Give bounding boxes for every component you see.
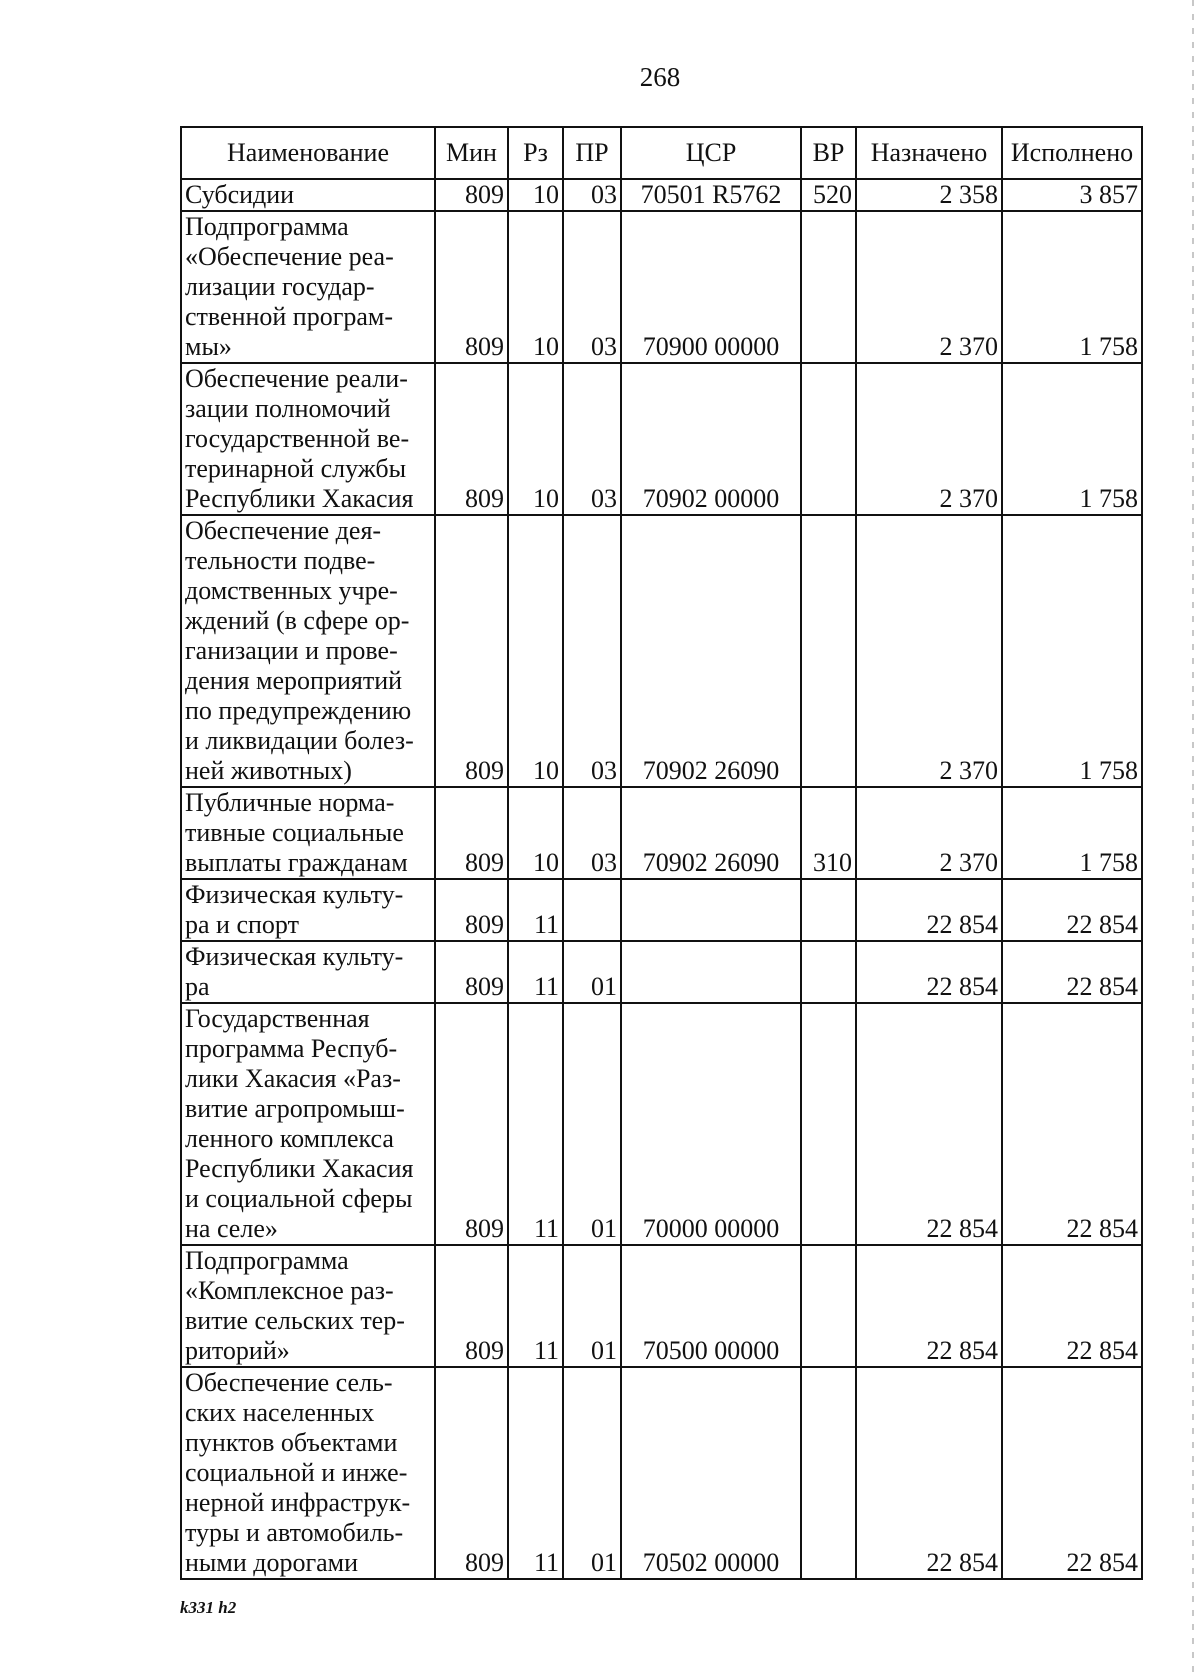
scan-edge-dotted-line — [1192, 0, 1194, 1680]
row-csr: 70500 00000 — [621, 1245, 801, 1367]
row-csr: 70000 00000 — [621, 1003, 801, 1245]
row-pr: 03 — [563, 211, 621, 363]
row-executed: 22 854 — [1002, 1003, 1142, 1245]
row-rz: 11 — [508, 941, 563, 1003]
row-name: Субсидии — [181, 179, 435, 211]
row-executed: 1 758 — [1002, 211, 1142, 363]
row-planned: 22 854 — [856, 1367, 1002, 1579]
row-csr: 70501 R5762 — [621, 179, 801, 211]
row-pr: 03 — [563, 515, 621, 787]
row-rz: 11 — [508, 1003, 563, 1245]
row-executed: 3 857 — [1002, 179, 1142, 211]
row-executed: 1 758 — [1002, 787, 1142, 879]
table-row — [181, 515, 1142, 787]
row-min: 809 — [435, 1367, 508, 1579]
table-row — [181, 879, 1142, 941]
row-rz: 10 — [508, 515, 563, 787]
table-row — [181, 1367, 1142, 1579]
row-executed: 22 854 — [1002, 1245, 1142, 1367]
header-name: Наименование — [181, 127, 435, 179]
row-rz: 10 — [508, 211, 563, 363]
table-row — [181, 363, 1142, 515]
row-min: 809 — [435, 879, 508, 941]
row-planned: 22 854 — [856, 879, 1002, 941]
row-vr — [801, 211, 856, 363]
row-min: 809 — [435, 1003, 508, 1245]
row-planned: 2 370 — [856, 363, 1002, 515]
row-planned: 22 854 — [856, 941, 1002, 1003]
row-csr: 70902 26090 — [621, 787, 801, 879]
row-csr: 70902 00000 — [621, 363, 801, 515]
row-pr: 03 — [563, 787, 621, 879]
row-min: 809 — [435, 787, 508, 879]
row-rz: 10 — [508, 179, 563, 211]
header-rz: Рз — [508, 127, 563, 179]
row-name: Государственная программа Респуб- лики Хакасия «Раз- витие агропромыш- ленного комплекса Республики Хакасия и социальной сферы на селе» — [181, 1003, 435, 1245]
row-rz: 10 — [508, 787, 563, 879]
row-vr — [801, 879, 856, 941]
header-vr: ВР — [801, 127, 856, 179]
row-name: Физическая культу- ра — [181, 941, 435, 1003]
row-vr — [801, 363, 856, 515]
row-name: Публичные норма- тивные социальные выплаты гражданам — [181, 787, 435, 879]
row-pr: 01 — [563, 1245, 621, 1367]
row-vr — [801, 515, 856, 787]
row-csr: 70900 00000 — [621, 211, 801, 363]
row-csr — [621, 941, 801, 1003]
row-executed: 22 854 — [1002, 1367, 1142, 1579]
row-executed: 1 758 — [1002, 515, 1142, 787]
row-planned: 2 370 — [856, 211, 1002, 363]
row-vr: 310 — [801, 787, 856, 879]
row-planned: 2 370 — [856, 515, 1002, 787]
row-min: 809 — [435, 211, 508, 363]
header-planned: Назначено — [856, 127, 1002, 179]
table-header-row — [181, 127, 1142, 179]
header-pr: ПР — [563, 127, 621, 179]
row-name: Обеспечение реали- зации полномочий государственной ве- теринарной службы Республики Хакасия — [181, 363, 435, 515]
row-planned: 2 370 — [856, 787, 1002, 879]
row-min: 809 — [435, 179, 508, 211]
budget-table — [180, 126, 1143, 1580]
row-vr: 520 — [801, 179, 856, 211]
row-pr — [563, 879, 621, 941]
table-row — [181, 1245, 1142, 1367]
table-row — [181, 941, 1142, 1003]
row-vr — [801, 1245, 856, 1367]
row-pr: 03 — [563, 179, 621, 211]
row-planned: 22 854 — [856, 1003, 1002, 1245]
row-planned: 22 854 — [856, 1245, 1002, 1367]
table-row — [181, 179, 1142, 211]
row-name: Подпрограмма «Комплексное раз- витие сельских тер- риторий» — [181, 1245, 435, 1367]
header-min: Мин — [435, 127, 508, 179]
row-vr — [801, 1367, 856, 1579]
row-name: Подпрограмма «Обеспечение реа- лизации государ- ственной програм- мы» — [181, 211, 435, 363]
row-min: 809 — [435, 363, 508, 515]
table-row — [181, 1003, 1142, 1245]
row-executed: 1 758 — [1002, 363, 1142, 515]
row-name: Физическая культу- ра и спорт — [181, 879, 435, 941]
row-min: 809 — [435, 941, 508, 1003]
row-name: Обеспечение сель- ских населенных пунктов объектами социальной и инже- нерной инфраструк- туры и автомобиль- ными дорогами — [181, 1367, 435, 1579]
row-name: Обеспечение дея- тельности подве- домственных учре- ждений (в сфере ор- ганизации и прове- дения мероприятий по предупреждению и ликвидации болез- ней животных) — [181, 515, 435, 787]
row-vr — [801, 1003, 856, 1245]
row-vr — [801, 941, 856, 1003]
row-rz: 11 — [508, 1245, 563, 1367]
row-min: 809 — [435, 515, 508, 787]
footer-document-code: k331 h2 — [180, 1598, 237, 1617]
row-executed: 22 854 — [1002, 941, 1142, 1003]
row-rz: 11 — [508, 879, 563, 941]
row-min: 809 — [435, 1245, 508, 1367]
row-pr: 03 — [563, 363, 621, 515]
table-row — [181, 211, 1142, 363]
table-row — [181, 787, 1142, 879]
header-executed: Исполнено — [1002, 127, 1142, 179]
row-pr: 01 — [563, 941, 621, 1003]
row-pr: 01 — [563, 1367, 621, 1579]
row-pr: 01 — [563, 1003, 621, 1245]
header-csr: ЦСР — [621, 127, 801, 179]
row-csr: 70902 26090 — [621, 515, 801, 787]
row-csr — [621, 879, 801, 941]
page-number: 268 — [639, 62, 681, 92]
row-rz: 10 — [508, 363, 563, 515]
row-csr: 70502 00000 — [621, 1367, 801, 1579]
row-planned: 2 358 — [856, 179, 1002, 211]
row-rz: 11 — [508, 1367, 563, 1579]
row-executed: 22 854 — [1002, 879, 1142, 941]
